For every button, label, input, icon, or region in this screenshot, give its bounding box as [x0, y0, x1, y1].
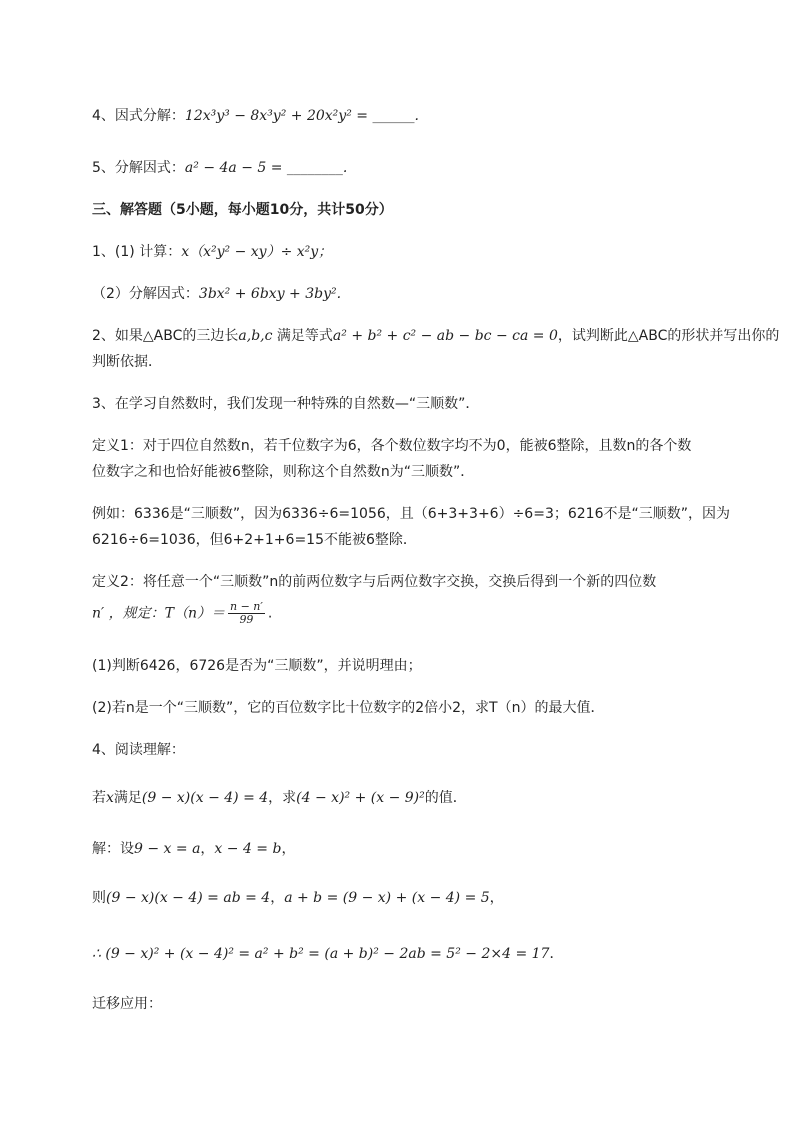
- problem-3-definition-1-line-2: 位数字之和也恰好能被6整除，则称这个自然数n为“三顺数”．: [92, 464, 475, 480]
- conclusion-equation: ∴ (9 − x)² + (x − 4)² = a² + b² = (a + b)² − 2ab = 5² − 2×4 = 17: [92, 946, 550, 962]
- question-4-fill: [92, 106, 419, 126]
- problem-1-part-1-label: 1、(1) 计算：: [92, 244, 182, 260]
- problem-3-example-line-2: 6216÷6=1036，但6+2+1+6=15不能被6整除．: [92, 532, 417, 548]
- given-text-a: 若: [92, 790, 106, 806]
- problem-3-intro: 3、在学习自然数时，我们发现一种特殊的自然数—“三顺数”．: [92, 396, 480, 412]
- problem-3-definition-1-line-1: 定义1：对于四位自然数n，若千位数字为6，各个数位数字均不为0，能被6整除，且数n的各个数: [92, 438, 692, 454]
- problem-3-fraction: [228, 601, 265, 626]
- problem-2-text-b: 满足等式: [272, 328, 333, 344]
- problem-2-sides: a,b,c: [238, 328, 273, 344]
- given-equation: (9 − x)(x − 4) = 4: [141, 790, 269, 806]
- problem-3-question-2: (2)若n是一个“三顺数”，它的百位数字比十位数字的2倍小2，求T（n）的最大值．: [92, 700, 605, 716]
- problem-4-transfer-heading: 迁移应用：: [92, 996, 162, 1012]
- problem-3-formula-lead: n′ ，规定：T（n）＝: [92, 605, 225, 622]
- question-5-expression: a² − 4a − 5 = ________.: [184, 160, 348, 176]
- problem-3-question-1: (1)判断6426，6726是否为“三顺数”，并说明理由；: [92, 658, 422, 674]
- step-sep: ，: [270, 890, 285, 906]
- section-3-title: 三、解答题（5小题，每小题10分，共计50分）: [92, 202, 393, 218]
- problem-3-example-line-1: 例如：6336是“三顺数”，因为6336÷6=1056，且（6+3+3+6）÷6=3；6216不是“三顺数”，因为: [92, 506, 730, 522]
- problem-3-definition-2-line-1: 定义2：将任意一个“三顺数”n的前两位数字与后两位数字交换，交换后得到一个新的四位数: [92, 574, 657, 590]
- problem-2-text-a: 2、如果△ABC的三边长: [92, 328, 239, 344]
- step-text-a: 则: [92, 890, 106, 906]
- question-5-label: 5、分解因式：: [92, 160, 185, 176]
- problem-4-title: 4、阅读理解：: [92, 742, 185, 758]
- problem-4-solution-step: [92, 888, 504, 908]
- question-4-label: 4、因式分解：: [92, 108, 185, 124]
- given-text-b: 满足: [113, 790, 142, 806]
- conclusion-end: ．: [549, 946, 564, 962]
- problem-2-text-c: ，试判断此△ABC的形状并写出你的: [557, 328, 780, 344]
- question-4-expression: 12x³y³ − 8x³y² + 20x²y² = ______.: [184, 108, 419, 124]
- problem-4-solution-setup: [92, 839, 295, 859]
- solution-text-a: 解：设: [92, 841, 134, 857]
- step-equation-1: (9 − x)(x − 4) = ab = 4: [106, 890, 271, 906]
- given-variable: x: [106, 790, 114, 806]
- problem-1-part-1-expression: x（x²y² − xy）÷ x²y；: [181, 244, 333, 260]
- step-equation-2: a + b = (9 − x) + (x − 4) = 5: [284, 890, 490, 906]
- problem-3-formula-end: .: [267, 605, 273, 622]
- problem-1-part-2-expression: 3bx² + 6bxy + 3by².: [198, 286, 342, 302]
- fraction-denominator: 99: [239, 613, 254, 626]
- fraction-numerator: n − n′: [230, 600, 263, 613]
- solution-sub-a: 9 − x = a: [134, 841, 201, 857]
- solution-sub-b: x − 4 = b: [214, 841, 282, 857]
- given-target-expression: (4 − x)² + (x − 9)²: [296, 790, 425, 806]
- problem-1-part-2: [92, 284, 341, 304]
- problem-1-part-2-label: （2）分解因式：: [92, 286, 199, 302]
- given-text-d: 的值．: [424, 790, 467, 806]
- solution-end: ，: [281, 841, 296, 857]
- problem-2-line-2: 判断依据．: [92, 354, 162, 370]
- question-5-fill: [92, 158, 347, 178]
- problem-2-equation: a² + b² + c² − ab − bc − ca = 0: [332, 328, 558, 344]
- solution-sep: ，: [200, 841, 215, 857]
- problem-4-given: [92, 788, 467, 808]
- problem-3-definition-2-line-2: [92, 601, 272, 626]
- problem-4-solution-conclusion: [92, 944, 563, 964]
- step-end: ，: [489, 890, 504, 906]
- problem-2-line-1: [92, 326, 779, 346]
- given-text-c: ，求: [268, 790, 297, 806]
- problem-1-part-1: [92, 242, 332, 262]
